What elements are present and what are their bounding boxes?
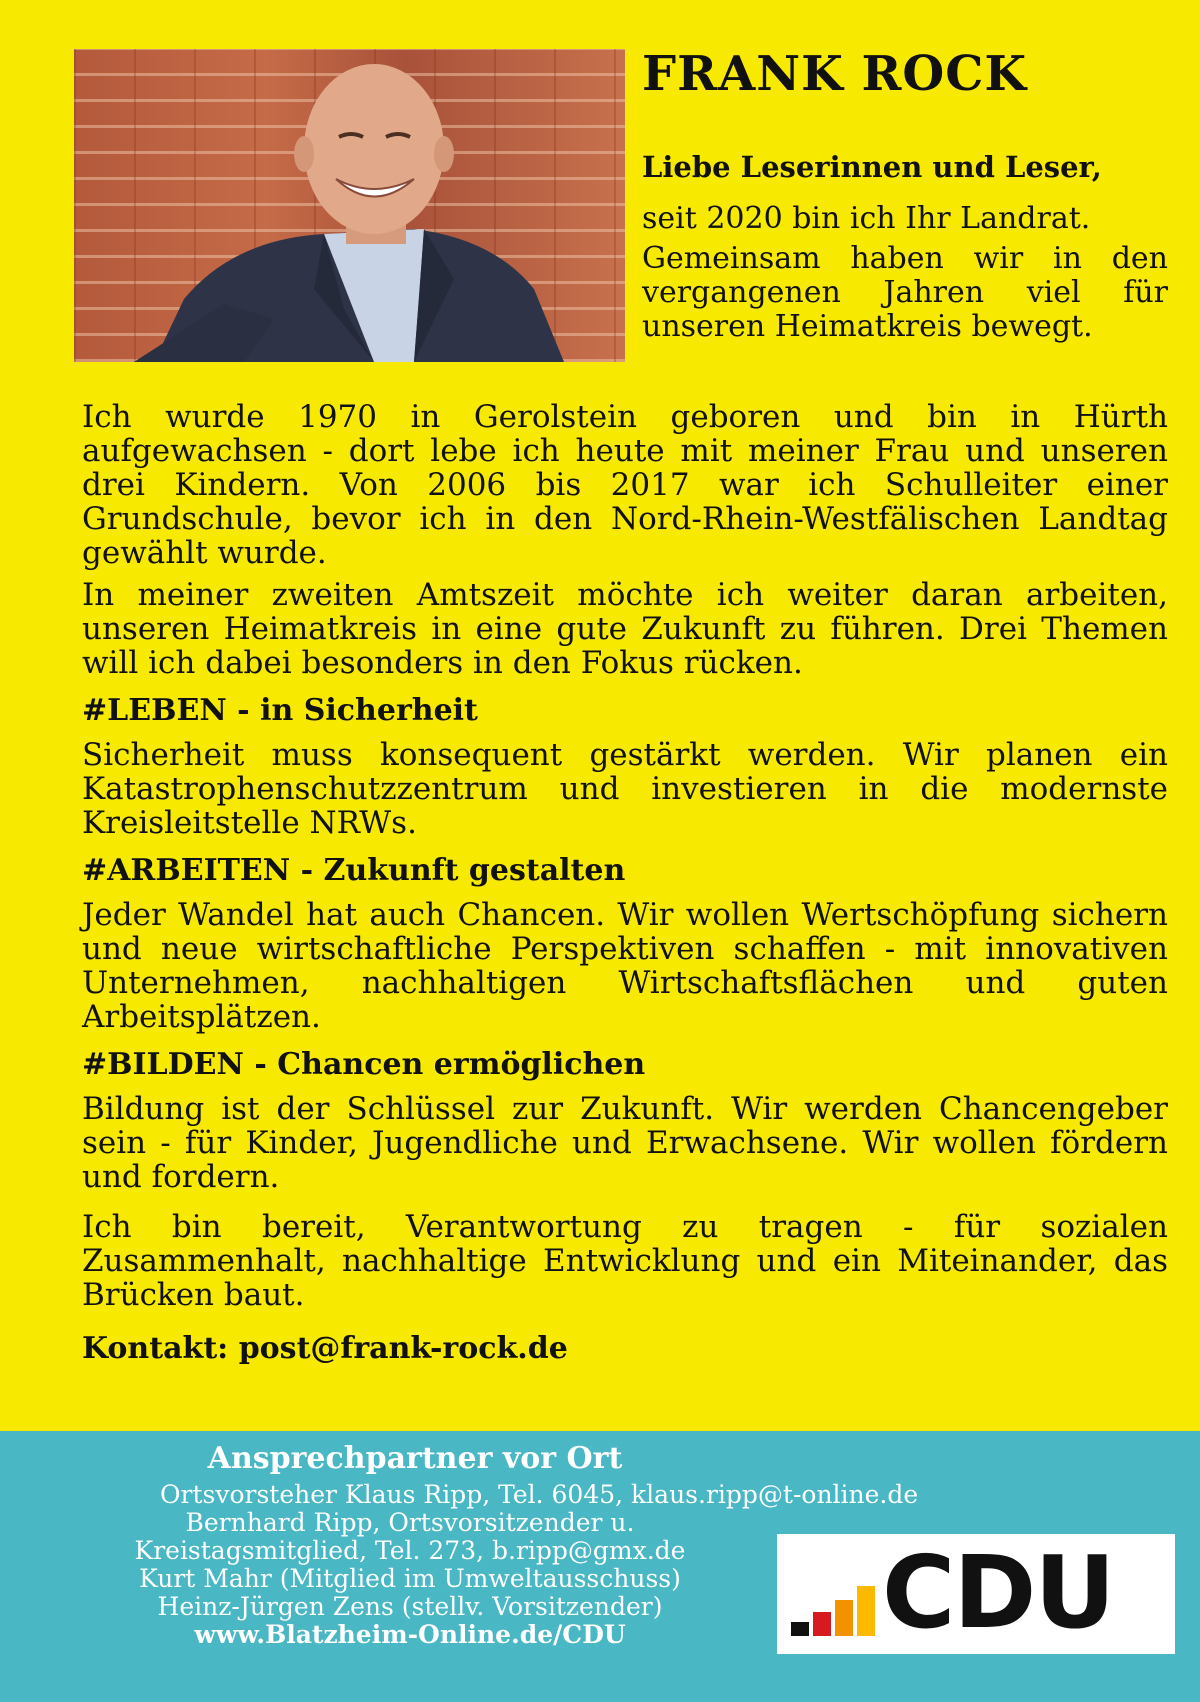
logo-bar-red [813,1612,831,1636]
logo-bar-orange [835,1600,853,1636]
logo-bar-black [791,1622,809,1636]
footer-title: Ansprechpartner vor Ort [207,1441,623,1476]
logo-wordmark: CDU [882,1534,1114,1651]
candidate-name: FRANK ROCK [642,46,1028,102]
footer-contacts [0,1431,1200,1702]
portrait-illustration [74,49,625,362]
contact-line: Heinz-Jürgen Zens (stellv. Vorsitzender) [157,1592,663,1621]
contact-line: Kreistagsmitglied, Tel. 273, b.ripp@gmx.de [134,1536,686,1565]
intro-paragraph: Gemeinsam haben wir in den vergangenen Jahren viel für unseren Heimatkreis bewegt. [642,241,1168,344]
logo-bars-icon [791,1534,881,1654]
topic-text-leben: Sicherheit muss konsequent gestärkt werden. Wir planen ein Katastrophenschutzzentrum und investieren in die modernste Kreisleitstelle NRWs. [82,737,1168,841]
topic-heading-leben: #LEBEN - in Sicherheit [82,693,478,728]
closing-paragraph: Ich bin bereit, Verantwortung zu tragen - für sozialen Zusammenhalt, nachhaltige Entwicklung und ein Miteinander, das Brücken baut. [82,1209,1168,1313]
topic-heading-arbeiten: #ARBEITEN - Zukunft gestalten [82,853,626,888]
body-paragraph: Ich wurde 1970 in Gerolstein geboren und bin in Hürth aufgewachsen - dort lebe ich heute mit meiner Frau und unseren drei Kindern. Von 2006 bis 2017 war ich Schulleiter einer Grundschule, bevor ich in den Nord-Rhein-Westfälischen Landtag gewählt wurde. [82,399,1168,571]
intro-paragraph: seit 2020 bin ich Ihr Landrat. [642,201,1091,236]
topic-text-arbeiten: Jeder Wandel hat auch Chancen. Wir wollen Wertschöpfung sichern und neue wirtschaftliche Perspektiven schaffen - mit innovativen Unternehmen, nachhaltigen Wirtschaftsflächen und guten Arbeitsplätzen. [82,897,1168,1035]
contact-line: Kurt Mahr (Mitglied im Umweltausschuss) [139,1564,681,1593]
contact-email[interactable]: Kontakt: post@frank-rock.de [82,1331,568,1366]
candidate-photo [74,49,625,362]
body-paragraph: In meiner zweiten Amtszeit möchte ich weiter daran arbeiten, unseren Heimatkreis in eine gute Zukunft zu führen. Drei Themen will ich dabei besonders in den Fokus rücken. [82,577,1168,681]
website-link[interactable]: www.Blatzheim-Online.de/CDU [194,1620,626,1649]
topic-heading-bilden: #BILDEN - Chancen ermöglichen [82,1047,646,1082]
topic-text-bilden: Bildung ist der Schlüssel zur Zukunft. Wir werden Chancengeber sein - für Kinder, Jugendliche und Erwachsene. Wir wollen fördern und fordern. [82,1091,1168,1195]
intro-text [642,202,1168,350]
contact-line: Bernhard Ripp, Ortsvorsitzender u. [185,1508,635,1537]
greeting: Liebe Leserinnen und Leser, [642,150,1102,184]
main-text [82,400,1168,1374]
contact-line: Ortsvorsteher Klaus Ripp, Tel. 6045, klaus.ripp@t-online.de [160,1480,919,1509]
cdu-logo [777,1534,1175,1654]
contact-list [100,1480,919,1649]
logo-bar-yellow [857,1586,875,1636]
